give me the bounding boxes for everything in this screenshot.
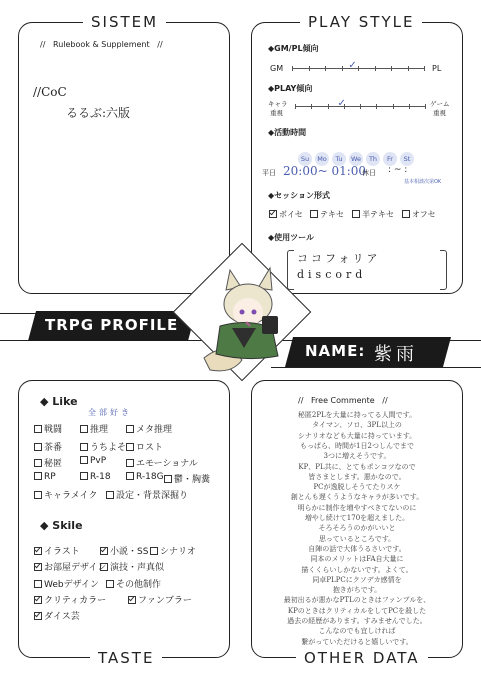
other-data-title: OTHER DATA <box>296 649 428 667</box>
slider-tick <box>328 104 329 109</box>
like-item-13[interactable] <box>164 472 210 485</box>
like-label: 戦闘 <box>44 425 63 435</box>
skill-checkbox[interactable] <box>150 547 158 555</box>
like-checkbox[interactable] <box>126 425 134 433</box>
like-label: 推理 <box>90 425 109 435</box>
play-right-label-1: ゲーム <box>430 100 450 108</box>
play-check-mark: ✓ <box>337 98 346 109</box>
skill-label: 演技・声真似 <box>110 563 165 573</box>
comment-line: 皆さまとします。悪かなので。 <box>308 472 406 481</box>
skill-label: お部屋デザイン <box>44 563 107 573</box>
skill-checkbox[interactable] <box>34 612 42 620</box>
comment-heading: // Free Commente // <box>298 396 388 405</box>
like-item-6[interactable] <box>126 440 163 453</box>
holiday-label: 休日 <box>362 169 376 177</box>
slider-tick <box>292 66 293 71</box>
character-illustration <box>186 262 296 382</box>
comment-line: タイマン、ソロ、3PL以上の <box>312 421 402 430</box>
comment-line: 秘匿2PLを大量に持ってる人間です。 <box>297 411 417 419</box>
slider-tick <box>393 104 394 109</box>
skill-label: イラスト <box>44 547 80 557</box>
comment-line: 過去の経歴があります。すみませんでした。 <box>287 617 427 625</box>
comment-line: 増やし続けて170を超えました。 <box>304 514 410 522</box>
day-badge-tu: Tu <box>332 152 346 166</box>
comment-line: 同卓PLPCにクソデカ感情を <box>312 575 402 584</box>
diamond-bullet-icon: ◆ <box>40 519 53 532</box>
like-label: メタ推理 <box>136 425 173 435</box>
like-item-15[interactable] <box>106 488 188 501</box>
diamond-bullet-icon: ◆ <box>40 395 53 408</box>
slider-tick <box>408 66 409 71</box>
sistem-line2: るるぶ:六版 <box>66 106 131 120</box>
session-option[interactable] <box>310 209 344 220</box>
skill-item-7[interactable] <box>106 577 161 590</box>
skill-item-5[interactable] <box>100 560 164 573</box>
skill-label: その他制作 <box>116 580 162 590</box>
like-checkbox[interactable] <box>80 443 88 451</box>
slider-tick <box>376 104 377 109</box>
like-checkbox[interactable] <box>80 425 88 433</box>
comment-line: PCが逸脱しそうてたりスケ <box>313 483 401 492</box>
slider-tick <box>309 66 310 71</box>
comment-line: 描くくらいしかないです。よくて。 <box>301 565 413 574</box>
days-row <box>298 146 417 166</box>
skill-checkbox[interactable] <box>34 596 42 604</box>
comment-line: こんなのでも宜しければ <box>318 627 396 636</box>
slider-tick <box>425 104 426 109</box>
name-value: 紫雨 <box>374 344 418 365</box>
comment-line: 同本のメリットはFA自大量に <box>310 555 404 564</box>
like-label: RP <box>44 472 56 482</box>
like-item-8[interactable] <box>80 456 106 466</box>
comment-line: KP、PL共に、とてもポンコツなので <box>298 462 416 471</box>
like-label: 茶番 <box>44 443 63 453</box>
slider-tick <box>391 66 392 71</box>
skill-label: Webデザイン <box>44 580 99 590</box>
like-label: うちよそ <box>90 443 127 453</box>
like-checkbox[interactable] <box>34 443 42 451</box>
like-item-7[interactable] <box>34 456 62 469</box>
pl-label: PL <box>432 64 442 73</box>
holiday-time: : ~ : <box>388 165 408 175</box>
day-badge-th: Th <box>366 152 380 166</box>
comment-line: 繋がっていただけると嬉しいです。 <box>301 637 413 646</box>
comment-line: もっぱら、時間が1日2つしんでまで <box>300 441 414 450</box>
like-note: 全部好き <box>88 408 132 417</box>
like-checkbox[interactable] <box>164 475 172 483</box>
skill-checkbox[interactable] <box>34 580 42 588</box>
play-heading: ◆PLAY傾向 <box>268 84 313 93</box>
comment-box <box>258 410 456 648</box>
session-label: 半テキセ <box>362 210 394 219</box>
like-checkbox[interactable] <box>80 456 88 464</box>
session-label: オフセ <box>412 210 436 219</box>
session-option[interactable] <box>352 209 394 220</box>
comment-line: 明らかに制作を増やすべきてないのに <box>297 503 417 512</box>
day-badge-mo: Mo <box>315 152 329 166</box>
comment-line: KPのときはクリティカルをしてPCを殺した <box>287 606 427 615</box>
skill-checkbox[interactable] <box>106 580 114 588</box>
slider-tick <box>360 104 361 109</box>
like-heading <box>40 395 78 408</box>
skill-label: シナリオ <box>160 547 196 557</box>
skill-label: ファンブラー <box>138 596 192 606</box>
banner-title: TRPG PROFILE <box>45 316 179 334</box>
skill-item-10[interactable] <box>34 609 80 622</box>
skill-checkbox[interactable] <box>128 596 136 604</box>
session-heading: ◆セッション形式 <box>268 191 330 200</box>
sistem-panel <box>18 22 230 294</box>
session-checkbox[interactable] <box>269 210 277 218</box>
like-item-2[interactable] <box>80 422 108 435</box>
sistem-title: SISTEM <box>83 13 166 31</box>
day-badge-st: St <box>400 152 414 166</box>
skill-item-4[interactable] <box>34 560 106 573</box>
skill-item-8[interactable] <box>34 593 106 606</box>
slider-tick <box>358 66 359 71</box>
like-checkbox[interactable] <box>126 459 134 467</box>
skill-item-3[interactable] <box>150 544 196 557</box>
like-label: PvP <box>90 456 107 466</box>
skill-item-2[interactable] <box>100 544 148 557</box>
like-label: 設定・背景深掘り <box>116 491 189 501</box>
sistem-line1: //CoC <box>33 85 67 99</box>
gmpl-check-mark: ✓ <box>348 60 357 71</box>
weekday-time: 20:00~ 01:00 <box>283 164 367 178</box>
slider-tick <box>424 66 425 71</box>
weekday-label: 平日 <box>262 169 276 177</box>
session-label: ボイセ <box>279 210 303 219</box>
like-item-14[interactable] <box>34 488 97 501</box>
session-option[interactable] <box>402 209 436 220</box>
like-checkbox[interactable] <box>126 443 134 451</box>
like-label: R-18G <box>136 472 164 482</box>
skill-label: ダイス芸 <box>44 612 80 622</box>
session-option[interactable] <box>269 209 303 220</box>
like-item-1[interactable] <box>34 422 62 435</box>
play-left-label-1: キャラ <box>268 100 288 108</box>
like-checkbox[interactable] <box>34 459 42 467</box>
like-label: R-18 <box>90 472 111 482</box>
session-checkbox[interactable] <box>352 210 360 218</box>
slider-tick <box>325 66 326 71</box>
comment-line: 3つに増えそうです。 <box>323 452 391 461</box>
like-label: ロスト <box>136 443 164 453</box>
activity-heading: ◆活動時間 <box>268 128 307 137</box>
skill-checkbox[interactable] <box>100 563 108 571</box>
skill-checkbox[interactable] <box>34 563 42 571</box>
tool-2: discord <box>297 268 367 281</box>
skill-item-9[interactable] <box>128 593 192 606</box>
comment-line: 思っているところです。 <box>318 534 396 543</box>
play-left-label-2: 重視 <box>270 109 283 117</box>
like-item-9[interactable] <box>126 456 198 469</box>
comment-line: 最初出るが悪かなPTLのときはファンブルを、 <box>283 596 431 605</box>
like-heading-text: Like <box>52 395 78 408</box>
like-item-10[interactable] <box>34 472 56 482</box>
skill-checkbox[interactable] <box>34 547 42 555</box>
like-checkbox[interactable] <box>106 491 114 499</box>
slider-tick <box>375 66 376 71</box>
like-checkbox[interactable] <box>34 491 42 499</box>
play-style-title: PLAY STYLE <box>300 13 422 31</box>
holiday-note: 基本相談次第OK <box>404 179 442 185</box>
like-label: 秘匿 <box>44 459 63 469</box>
day-badge-we: We <box>349 152 363 166</box>
slider-tick <box>409 104 410 109</box>
like-item-4[interactable] <box>34 440 62 453</box>
taste-title: TASTE <box>90 649 162 667</box>
comment-line: 抱きがちです。 <box>332 586 382 595</box>
skill-item-1[interactable] <box>34 544 80 557</box>
like-label: 鬱・胸糞 <box>174 475 211 485</box>
comment-line: 自陣の話で大体うるさいです。 <box>308 544 406 553</box>
slider-tick <box>311 104 312 109</box>
play-right-label-2: 重視 <box>433 109 446 117</box>
skill-label: 小説・SS <box>110 547 149 557</box>
like-item-11[interactable] <box>80 472 111 482</box>
session-checkbox[interactable] <box>310 210 318 218</box>
skill-label: クリティカラー <box>44 596 107 606</box>
skill-heading <box>40 519 83 532</box>
tools-bracket-right <box>440 250 447 290</box>
day-badge-fr: Fr <box>383 152 397 166</box>
like-item-12[interactable] <box>126 472 164 482</box>
like-checkbox[interactable] <box>34 472 42 480</box>
session-label: テキセ <box>320 210 344 219</box>
slider-tick <box>342 66 343 71</box>
like-label: エモーショナル <box>136 459 198 469</box>
tool-1: ココフォリア <box>297 252 381 265</box>
like-checkbox[interactable] <box>80 472 88 480</box>
name-label: NAME: <box>305 342 366 360</box>
gm-label: GM <box>270 64 284 73</box>
gmpl-heading: ◆GM/PL傾向 <box>268 44 319 53</box>
skill-item-6[interactable] <box>34 577 99 590</box>
day-badge-su: Su <box>298 152 312 166</box>
sistem-subtitle: // Rulebook & Supplement // <box>40 40 163 49</box>
skill-heading-text: Skile <box>52 519 83 532</box>
like-checkbox[interactable] <box>34 425 42 433</box>
like-label: キャラメイク <box>44 491 98 501</box>
comment-line: シナリオなども大量に持っています。 <box>297 431 417 440</box>
tools-heading: ◆使用ツール <box>268 233 314 242</box>
skill-checkbox[interactable] <box>100 547 108 555</box>
comment-line: そろそろうのかがいいと <box>318 524 396 533</box>
slider-tick <box>295 104 296 109</box>
like-checkbox[interactable] <box>126 472 134 480</box>
like-item-3[interactable] <box>126 422 172 435</box>
session-checkbox[interactable] <box>402 210 410 218</box>
like-item-5[interactable] <box>80 440 126 453</box>
comment-line: 創とんも遅くうようなキャラが多いです。 <box>290 493 424 502</box>
